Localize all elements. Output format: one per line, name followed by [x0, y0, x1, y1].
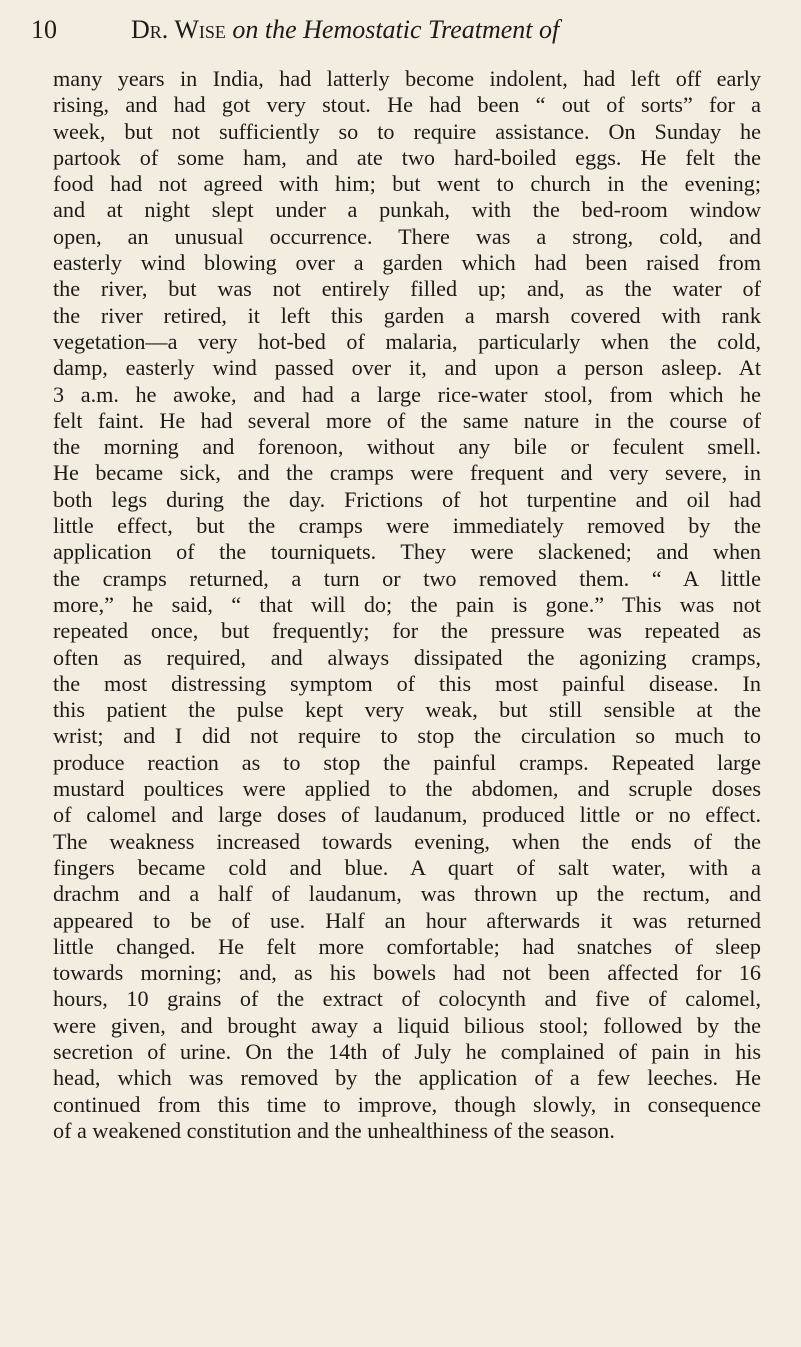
text-line: the most distressing symptom of this most painful disease. In	[53, 670, 761, 696]
text-line: produce reaction as to stop the painful cramps. Repeated large	[53, 749, 761, 775]
text-line: often as required, and always dissipated the agonizing cramps,	[53, 644, 761, 670]
text-line: open, an unusual occurrence. There was a strong, cold, and	[53, 223, 761, 249]
running-head-author: Dr. Wise	[131, 15, 226, 44]
text-line: the cramps returned, a turn or two removed them. “ A little	[53, 565, 761, 591]
running-head-title: on the Hemostatic Treatment of	[232, 15, 560, 44]
text-line: little effect, but the cramps were immediately removed by the	[53, 513, 761, 539]
text-line: food had not agreed with him; but went to church in the evening;	[53, 171, 761, 197]
text-line: were given, and brought away a liquid bilious stool; followed by the	[53, 1012, 761, 1038]
text-line: application of the tourniquets. They were slackened; and when	[53, 539, 761, 565]
text-line: fingers became cold and blue. A quart of salt water, with a	[53, 854, 761, 880]
text-line: partook of some ham, and ate two hard-boiled eggs. He felt the	[53, 144, 761, 170]
text-line: more,” he said, “ that will do; the pain is gone.” This was not	[53, 591, 761, 617]
text-line: of calomel and large doses of laudanum, produced little or no effect.	[53, 802, 761, 828]
running-head	[131, 12, 559, 48]
text-line: He became sick, and the cramps were frequent and very severe, in	[53, 460, 761, 486]
text-line: little changed. He felt more comfortable; had snatches of sleep	[53, 933, 761, 959]
text-line: repeated once, but frequently; for the pressure was repeated as	[53, 618, 761, 644]
text-line: drachm and a half of laudanum, was thrown up the rectum, and	[53, 881, 761, 907]
text-line: of a weakened constitution and the unhealthiness of the season.	[53, 1117, 615, 1143]
text-line: 3 a.m. he awoke, and had a large rice-water stool, from which he	[53, 381, 761, 407]
text-line: mustard poultices were applied to the abdomen, and scruple doses	[53, 776, 761, 802]
text-line: hours, 10 grains of the extract of colocynth and five of calomel,	[53, 986, 761, 1012]
text-line: both legs during the day. Frictions of hot turpentine and oil had	[53, 486, 761, 512]
text-line: many years in India, had latterly become indolent, had left off early	[53, 66, 761, 91]
text-line: easterly wind blowing over a garden which had been raised from	[53, 250, 761, 276]
page-number: 10	[31, 15, 57, 44]
text-line: vegetation—a very hot-bed of malaria, particularly when the cold,	[53, 328, 761, 354]
text-line: the river, but was not entirely filled up; and, as the water of	[53, 276, 761, 302]
text-line: this patient the pulse kept very weak, but still sensible at the	[53, 697, 761, 723]
text-line: the morning and forenoon, without any bile or feculent smell.	[53, 434, 761, 460]
body-paragraph	[53, 66, 761, 1144]
text-line: week, but not sufficiently so to require assistance. On Sunday he	[53, 118, 761, 144]
text-line: secretion of urine. On the 14th of July he complained of pain in his	[53, 1038, 761, 1064]
text-line: felt faint. He had several more of the same nature in the course of	[53, 407, 761, 433]
text-line: towards morning; and, as his bowels had not been affected for 16	[53, 960, 761, 986]
text-line: the river retired, it left this garden a marsh covered with rank	[53, 302, 761, 328]
text-line: rising, and had got very stout. He had been “ out of sorts” for a	[53, 92, 761, 118]
text-line: and at night slept under a punkah, with the bed-room window	[53, 197, 761, 223]
page-header	[31, 12, 761, 48]
text-line: appeared to be of use. Half an hour afterwards it was returned	[53, 907, 761, 933]
text-line: damp, easterly wind passed over it, and upon a person asleep. At	[53, 355, 761, 381]
text-line: head, which was removed by the application of a few leeches. He	[53, 1065, 761, 1091]
text-line: The weakness increased towards evening, when the ends of the	[53, 828, 761, 854]
text-line: wrist; and I did not require to stop the circulation so much to	[53, 723, 761, 749]
text-line: continued from this time to improve, though slowly, in consequence	[53, 1091, 761, 1117]
